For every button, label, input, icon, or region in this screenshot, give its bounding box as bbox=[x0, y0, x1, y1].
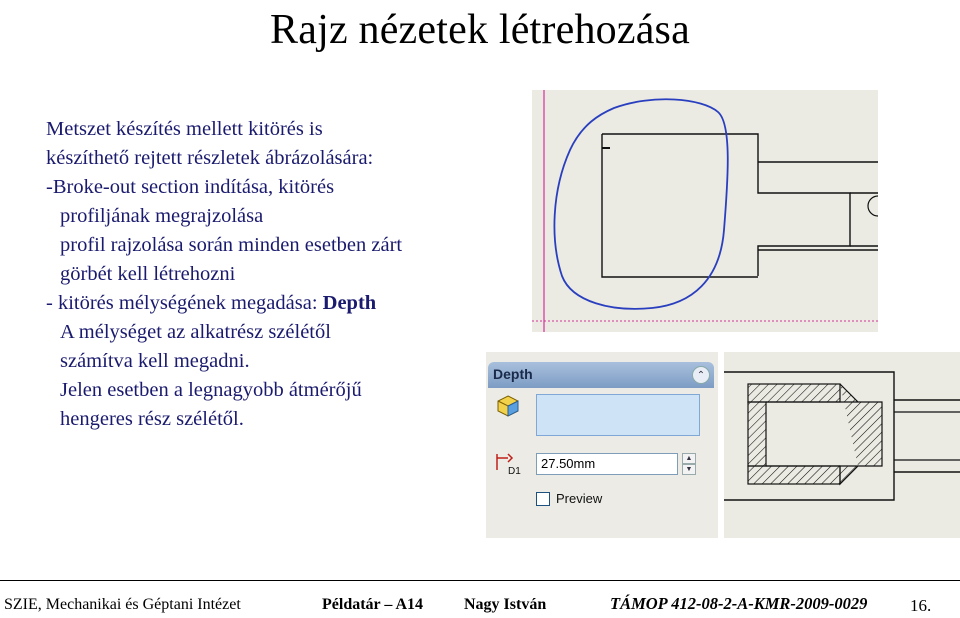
hatched-wall-bottom bbox=[748, 466, 840, 484]
dimension-label: D1 bbox=[508, 466, 521, 477]
depth-keyword: Depth bbox=[322, 292, 377, 314]
depth-property-panel bbox=[486, 352, 718, 538]
page-number: 16. bbox=[910, 596, 932, 615]
text-line: profil rajzolása során minden esetben zárt bbox=[60, 234, 403, 256]
sketch-drawing bbox=[532, 90, 878, 332]
text-line: görbét kell létrehozni bbox=[60, 263, 236, 285]
body-text bbox=[46, 115, 516, 434]
depth-spinner[interactable] bbox=[682, 453, 696, 473]
text-line: számítva kell megadni. bbox=[60, 350, 250, 372]
text-line: profiljának megrajzolása bbox=[60, 205, 264, 227]
shaft-edges bbox=[894, 412, 960, 460]
footer-institute: SZIE, Mechanikai és Géptani Intézet bbox=[4, 596, 241, 613]
text-line: Metszet készítés mellett kitörés is bbox=[46, 118, 323, 140]
page-title: Rajz nézetek létrehozása bbox=[270, 7, 690, 53]
text-line: -Broke-out section indítása, kitörés bbox=[46, 176, 335, 198]
text-line: Jelen esetben a legnagyobb átmérőjű bbox=[60, 379, 362, 401]
depth-input[interactable] bbox=[536, 453, 678, 475]
footer-example: Példatár – A14 bbox=[322, 596, 424, 613]
footer-project: TÁMOP 412-08-2-A-KMR-2009-0029 bbox=[610, 594, 868, 613]
preview-label: Preview bbox=[556, 491, 603, 506]
sketch-view bbox=[532, 90, 878, 332]
text-line: A mélységet az alkatrész szélétől bbox=[60, 321, 331, 343]
text-line bbox=[46, 289, 516, 318]
spin-up-icon[interactable]: ▲ bbox=[682, 453, 696, 464]
section-view bbox=[724, 352, 960, 538]
collapse-icon[interactable]: ⌃ bbox=[692, 366, 710, 384]
bore-edges bbox=[766, 402, 840, 466]
part-arc bbox=[868, 196, 878, 216]
text-line: készíthető rejtett részletek ábrázolására: bbox=[46, 147, 374, 169]
part-outline bbox=[602, 134, 878, 277]
depth-cube-icon bbox=[496, 394, 520, 418]
panel-header[interactable] bbox=[488, 362, 714, 388]
hatched-wall-top bbox=[748, 384, 840, 402]
hatched-chamfer bbox=[840, 384, 882, 484]
panel-header-label: Depth bbox=[493, 366, 533, 382]
footer-divider bbox=[0, 580, 960, 581]
selection-box[interactable] bbox=[536, 394, 700, 436]
spin-down-icon[interactable]: ▼ bbox=[682, 464, 696, 475]
hatched-wall-left bbox=[748, 402, 766, 466]
preview-checkbox[interactable] bbox=[536, 492, 550, 506]
section-drawing bbox=[724, 352, 960, 538]
footer-author: Nagy István bbox=[464, 596, 547, 613]
text-line: hengeres rész szélétől. bbox=[60, 408, 244, 430]
text-line-prefix: - kitörés mélységének megadása: bbox=[46, 292, 323, 314]
depth-input-value: 27.50mm bbox=[541, 456, 596, 471]
